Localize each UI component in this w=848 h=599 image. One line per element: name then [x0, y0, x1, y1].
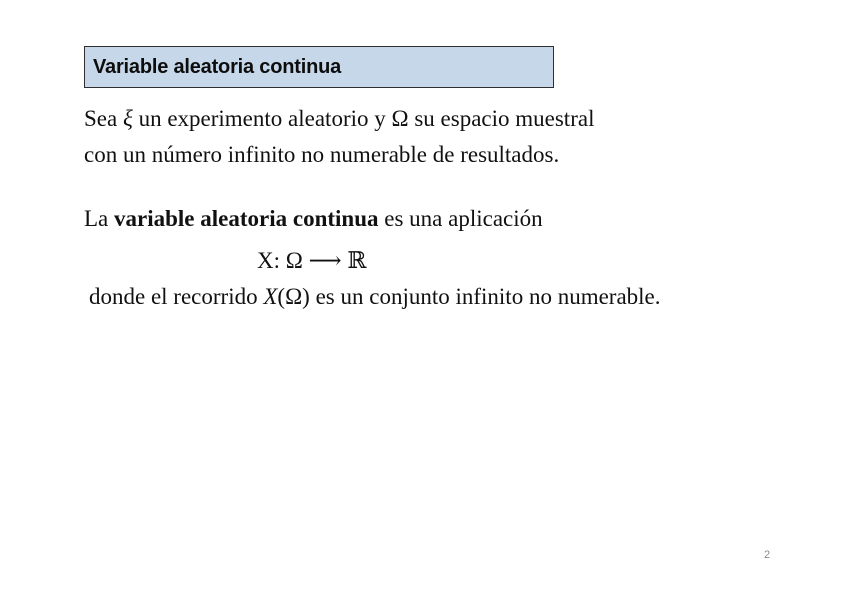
text-segment: La [84, 206, 115, 231]
definition-line-3 [84, 205, 543, 233]
slide-title-box [84, 46, 554, 88]
range-omega: (Ω) [277, 284, 310, 309]
text-segment: es un conjunto infinito no numerable. [309, 284, 661, 309]
slide-title: Variable aleatoria continua [93, 55, 342, 78]
definition-line-5 [89, 283, 661, 311]
definition-line-2: con un número infinito no numerable de resultados. [84, 142, 560, 167]
text-segment: su espacio muestral [408, 106, 595, 131]
mapping-formula: X: Ω ⟶ ℝ [257, 248, 367, 273]
text-segment: es una aplicación [378, 206, 543, 231]
x-variable: X [263, 284, 278, 309]
bold-term: variable aleatoria continua [114, 206, 379, 231]
text-segment: un experimento aleatorio y [132, 106, 392, 131]
text-segment: donde el recorrido [89, 284, 264, 309]
page-number: 2 [764, 549, 771, 561]
definition-line-1 [84, 105, 594, 133]
text-segment: Sea [84, 106, 123, 131]
xi-symbol: ξ [122, 106, 133, 131]
omega-symbol: Ω [391, 106, 409, 131]
